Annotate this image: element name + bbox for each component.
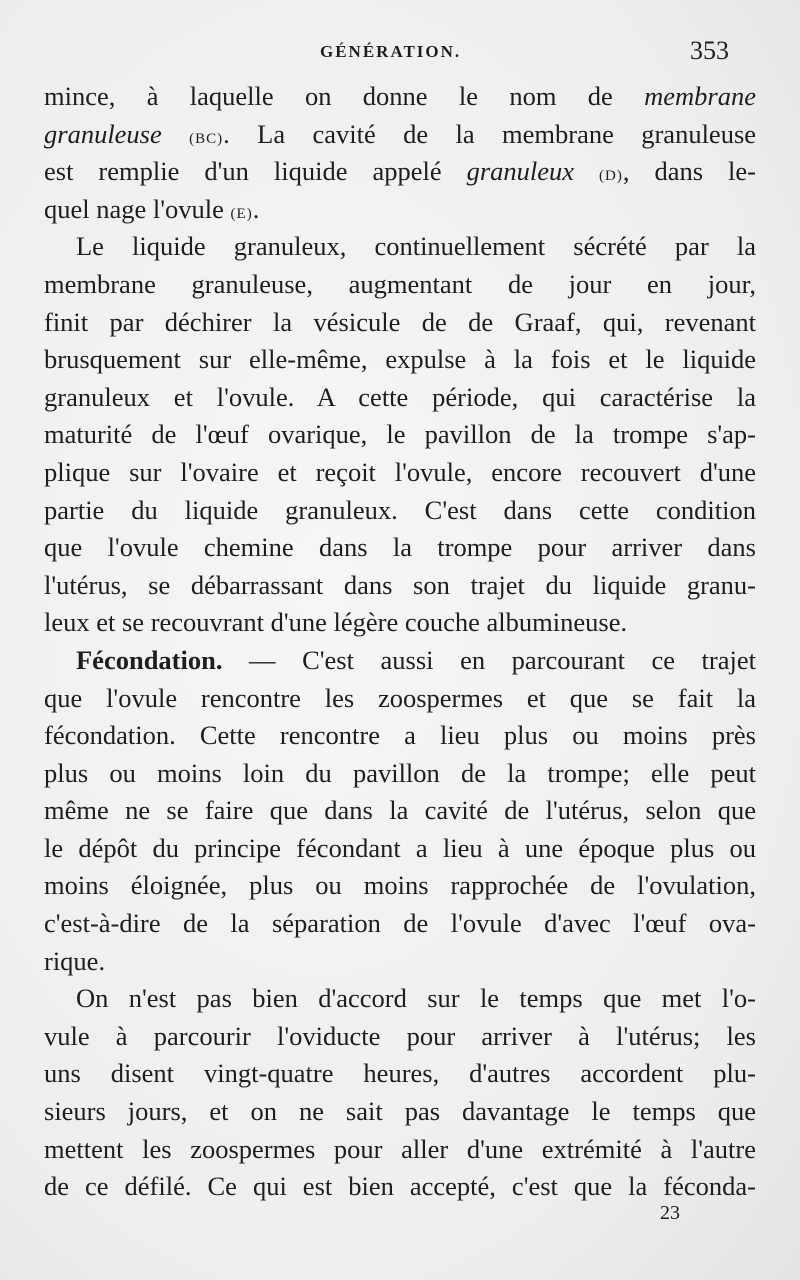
text-run: .: [252, 193, 260, 224]
text-run: , dans le-: [622, 156, 757, 187]
text-line-19: plus ou moins loin du pavillon de la trompe; elle peut: [44, 757, 756, 788]
italic-term: granuleuse: [44, 118, 162, 149]
text-line-24: rique.: [44, 945, 106, 976]
text-line-27: uns disent vingt-quatre heures, d'autres accordent plu-: [44, 1058, 756, 1089]
text-line-6: membrane granuleuse, augmentant de jour en jour,: [44, 268, 756, 299]
body-text: [44, 78, 756, 1206]
section-heading: Fécondation.: [76, 644, 223, 675]
text-run: [162, 119, 189, 149]
text-line-20: même ne se faire que dans la cavité de l'utérus, selon que: [44, 795, 756, 826]
text-line-7: finit par déchirer la vésicule de de Graaf, qui, revenant: [44, 306, 756, 337]
running-head: [0, 36, 800, 66]
page-number: 353: [690, 36, 729, 65]
text-line-17: que l'ovule rencontre les zoospermes et que se fait la: [44, 682, 756, 713]
text-run: [574, 156, 599, 186]
text-line-2: [44, 116, 756, 154]
figure-reference: (E): [230, 205, 253, 222]
text-run: — C'est aussi en parcourant ce trajet: [222, 644, 756, 675]
italic-term: granuleux: [466, 156, 575, 187]
text-line-8: brusquement sur elle-même, expulse à la fois et le liquide: [44, 344, 756, 375]
italic-term: membrane: [644, 81, 756, 111]
running-head-title: GÉNÉRATION.: [320, 42, 462, 61]
text-line-29: mettent les zoospermes pour aller d'une extrémité à l'autre: [44, 1133, 756, 1164]
signature-mark: 23: [660, 1202, 680, 1224]
text-line-11: plique sur l'ovaire et reçoit l'ovule, encore recouvert d'une: [44, 456, 756, 487]
text-line-18: fécondation. Cette rencontre a lieu plus ou moins près: [44, 720, 756, 751]
text-line-12: partie du liquide granuleux. C'est dans cette condition: [44, 494, 756, 525]
text-line-4: [44, 191, 756, 229]
text-line-22: moins éloignée, plus ou moins rapprochée de l'ovulation,: [44, 870, 756, 901]
text-line-23: c'est-à-dire de la séparation de l'ovule d'avec l'œuf ova-: [44, 908, 756, 939]
text-run: est remplie d'un liquide appelé: [44, 156, 467, 187]
text-line-28: sieurs jours, et on ne sait pas davantage le temps que: [44, 1096, 756, 1127]
text-line-21: le dépôt du principe fécondant a lieu à une époque plus ou: [44, 832, 756, 863]
figure-reference: (D): [599, 168, 623, 185]
text-line-26: vule à parcourir l'oviducte pour arriver à l'utérus; les: [44, 1020, 756, 1051]
text-line-3: [44, 153, 756, 191]
text-line-25: On n'est pas bien d'accord sur le temps que met l'o-: [76, 983, 756, 1014]
text-line-15: leux et se recouvrant d'une légère couche albumineuse.: [44, 607, 628, 638]
text-line-10: maturité de l'œuf ovarique, le pavillon de la trompe s'ap-: [44, 419, 756, 450]
text-line-14: l'utérus, se débarrassant dans son trajet du liquide granu-: [44, 569, 756, 600]
text-line-9: granuleux et l'ovule. A cette période, qui caractérise la: [44, 381, 756, 412]
text-line-16: [44, 642, 756, 680]
text-line-1: [44, 78, 756, 116]
text-run: quel nage l'ovule: [44, 193, 231, 224]
text-line-5: Le liquide granuleux, continuellement sécrété par la: [76, 231, 756, 262]
figure-reference: (BC): [189, 130, 224, 147]
text-line-13: que l'ovule chemine dans la trompe pour arriver dans: [44, 532, 756, 563]
text-line-30: de ce défilé. Ce qui est bien accepté, c'est que la féconda-: [44, 1171, 756, 1202]
text-run: . La cavité de la membrane granuleuse: [223, 118, 757, 149]
text-run: mince, à laquelle on donne le nom de: [44, 81, 645, 111]
